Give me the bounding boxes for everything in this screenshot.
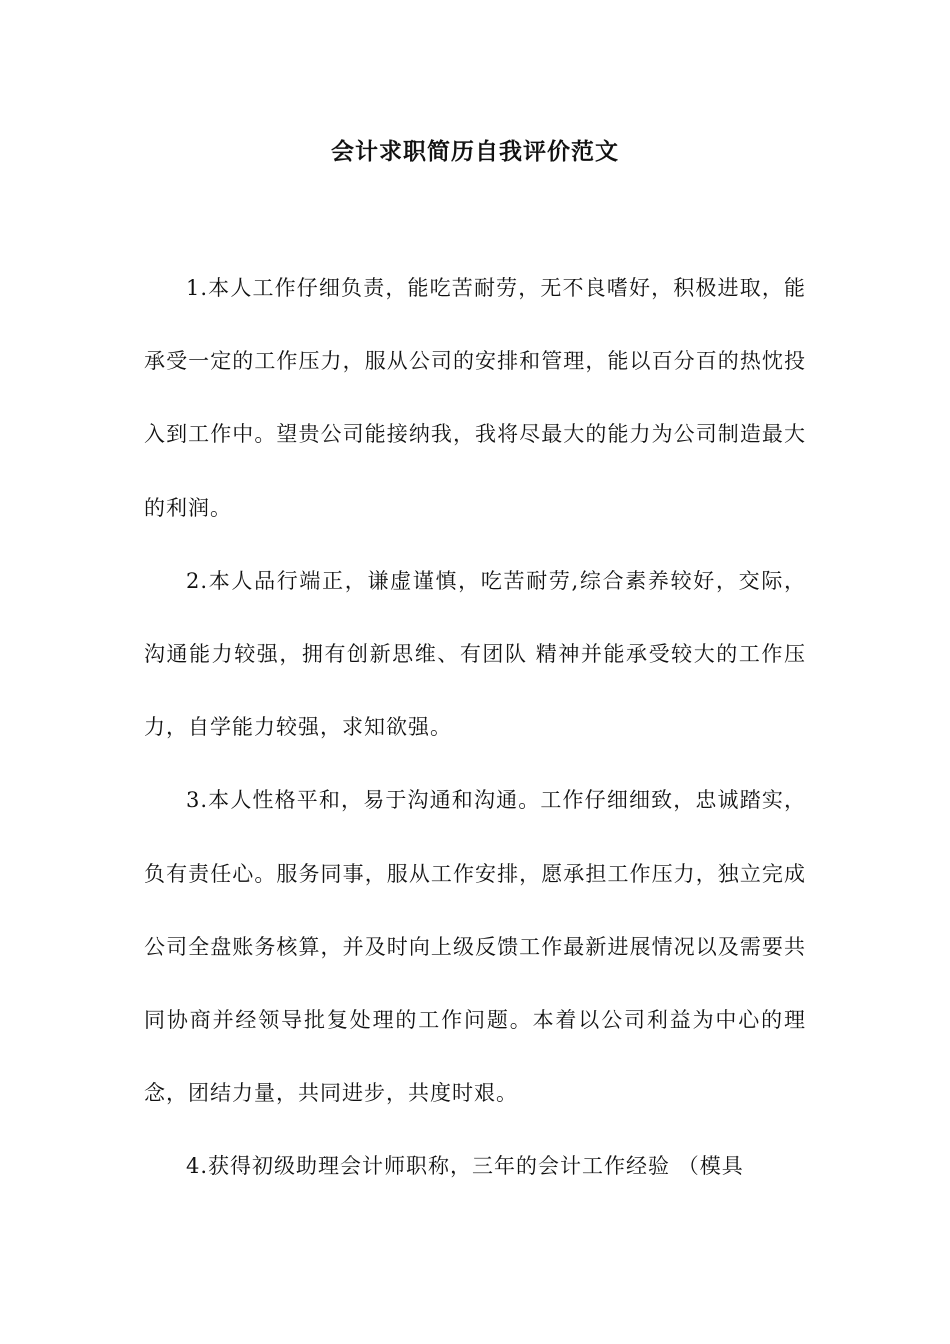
paragraph-2: 2.本人品行端正，谦虚谨慎，吃苦耐劳,综合素养较好，交际，沟通能力较强，拥有创新思维、有团队 精神并能承受较大的工作压力，自学能力较强，求知欲强。 <box>144 568 806 740</box>
document-title: 会计求职简历自我评价范文 <box>331 138 619 165</box>
paragraph-1: 1.本人工作仔细负责，能吃苦耐劳，无不良嗜好，积极进取，能承受一定的工作压力，服从公司的安排和管理，能以百分百的热忱投入到工作中。望贵公司能接纳我，我将尽最大的能力为公司制造最大的利润。 <box>144 276 806 520</box>
paragraph-3: 3.本人性格平和，易于沟通和沟通。工作仔细细致，忠诚踏实，负有责任心。服务同事，服从工作安排，愿承担工作压力，独立完成公司全盘账务核算，并及时向上级反馈工作最新进展情况以及需要共同协商并经领导批复处理的工作问题。本着以公司利益为中心的理念，团结力量，共同进步，共度时艰。 <box>144 788 806 1106</box>
document-body <box>144 252 806 1204</box>
paragraph-4: 4.获得初级助理会计师职称，三年的会计工作经验 （模具 <box>186 1154 744 1179</box>
